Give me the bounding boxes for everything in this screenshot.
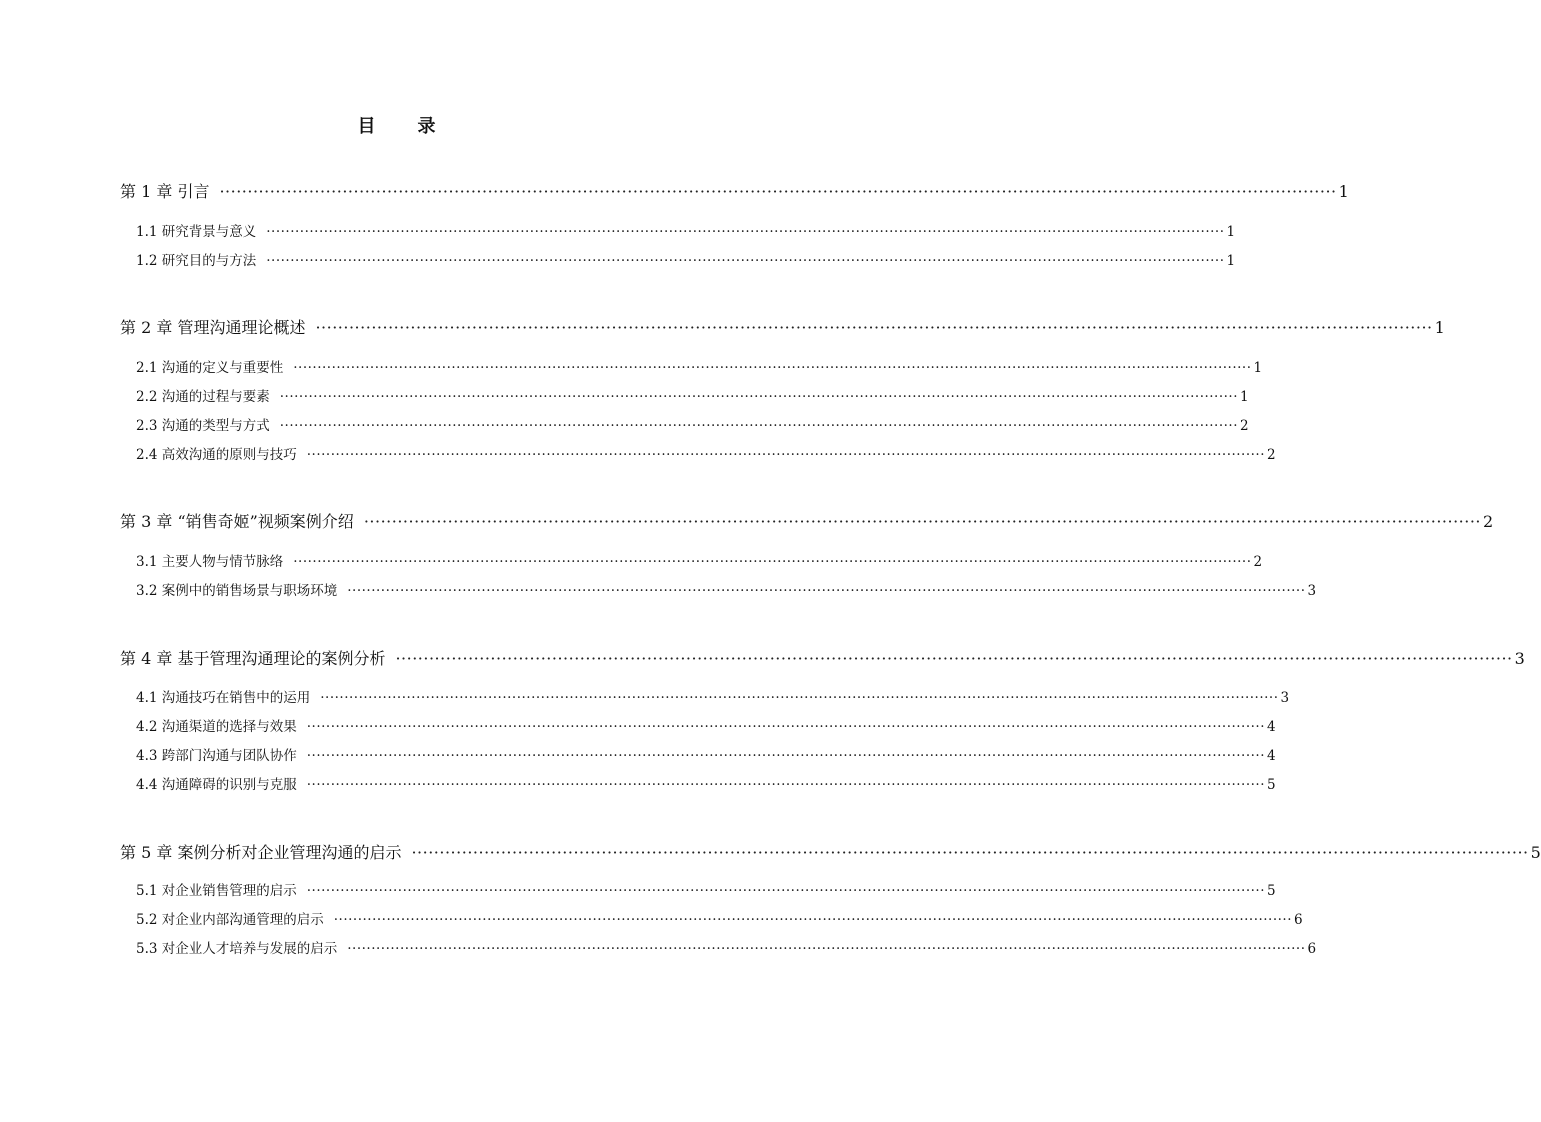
section-title: 4.4 沟通障碍的识别与克服 [136,777,297,793]
page-number: 6 [1294,912,1303,928]
section-title: 3.2 案例中的销售场景与职场环境 [136,583,338,599]
dot-leader: ········································································································································································································ [315,318,1433,337]
dot-leader: ········································································································································································································ [306,748,1266,764]
dot-leader: ········································································································································································································ [306,777,1266,793]
page-number: 1 [1434,318,1445,337]
dot-leader: ········································································································································································································ [266,224,1225,240]
chapter-title: 第 2 章 管理沟通理论概述 [120,318,306,337]
section-title: 2.1 沟通的定义与重要性 [136,360,284,376]
toc-chapter-4[interactable] [120,646,1525,669]
page-number: 5 [1530,843,1541,862]
dot-leader: ········································································································································································································ [363,512,1481,531]
toc-section-5-3[interactable] [136,937,1317,957]
page-number: 2 [1240,418,1249,434]
page-number: 1 [1253,360,1263,376]
toc-section-5-1[interactable] [136,879,1276,899]
page-number: 1 [1226,253,1236,269]
dot-leader: ········································································································································································································ [293,360,1252,376]
chapter-title: 第 1 章 引言 [120,182,210,201]
dot-leader: ········································································································································································································ [411,843,1529,862]
section-title: 5.2 对企业内部沟通管理的启示 [136,912,324,928]
dot-leader: ········································································································································································································ [306,883,1266,899]
toc-section-4-4[interactable] [136,773,1276,793]
toc-section-3-1[interactable] [136,550,1263,570]
toc-section-5-2[interactable] [136,908,1303,928]
section-title: 3.1 主要人物与情节脉络 [136,554,284,570]
section-title: 2.3 沟通的类型与方式 [136,418,270,434]
dot-leader: ········································································································································································································ [333,912,1293,928]
section-title: 4.2 沟通渠道的选择与效果 [136,719,297,735]
toc-section-2-1[interactable] [136,356,1263,376]
chapter-title: 第 4 章 基于管理沟通理论的案例分析 [120,649,386,668]
dot-leader: ········································································································································································································ [347,583,1306,599]
section-title: 5.3 对企业人才培养与发展的启示 [136,941,338,957]
section-title: 1.2 研究目的与方法 [136,253,257,269]
page-number: 5 [1267,777,1276,793]
toc-chapter-2[interactable] [120,315,1445,338]
toc-section-1-1[interactable] [136,220,1236,240]
page-number: 2 [1253,554,1263,570]
toc-section-3-2[interactable] [136,579,1317,599]
section-title: 1.1 研究背景与意义 [136,224,257,240]
page-number: 2 [1483,512,1494,531]
toc-section-2-2[interactable] [136,385,1249,405]
dot-leader: ········································································································································································································ [219,182,1337,201]
toc-section-2-4[interactable] [136,443,1276,463]
toc-chapter-3[interactable] [120,509,1494,532]
dot-leader: ········································································································································································································ [306,447,1266,463]
toc-title: 目 录 [357,116,448,137]
toc-section-1-2[interactable] [136,249,1236,269]
chapter-title: 第 5 章 案例分析对企业管理沟通的启示 [120,843,402,862]
toc-section-4-1[interactable] [136,686,1290,706]
toc-chapter-5[interactable] [120,840,1541,863]
section-title: 2.4 高效沟通的原则与技巧 [136,447,297,463]
page-number: 4 [1267,748,1276,764]
page-number: 1 [1226,224,1236,240]
dot-leader: ········································································································································································································ [320,690,1279,706]
page-number: 6 [1307,941,1317,957]
toc-section-4-3[interactable] [136,744,1276,764]
toc-chapter-1[interactable] [120,179,1349,202]
dot-leader: ········································································································································································································ [279,418,1239,434]
dot-leader: ········································································································································································································ [266,253,1225,269]
section-title: 4.1 沟通技巧在销售中的运用 [136,690,311,706]
chapter-title: 第 3 章 “销售奇姬”视频案例介绍 [120,512,354,531]
page-number: 3 [1514,649,1525,668]
section-title: 2.2 沟通的过程与要素 [136,389,270,405]
page-number: 3 [1280,690,1290,706]
page-number: 1 [1338,182,1349,201]
toc-section-2-3[interactable] [136,414,1249,434]
section-title: 5.1 对企业销售管理的启示 [136,883,297,899]
page-number: 1 [1240,389,1249,405]
dot-leader: ········································································································································································································ [279,389,1239,405]
dot-leader: ········································································································································································································ [395,649,1513,668]
page-number: 2 [1267,447,1276,463]
toc-section-4-2[interactable] [136,715,1276,735]
dot-leader: ········································································································································································································ [347,941,1306,957]
section-title: 4.3 跨部门沟通与团队协作 [136,748,297,764]
page-number: 5 [1267,883,1276,899]
page-number: 3 [1307,583,1317,599]
page-number: 4 [1267,719,1276,735]
dot-leader: ········································································································································································································ [293,554,1252,570]
dot-leader: ········································································································································································································ [306,719,1266,735]
